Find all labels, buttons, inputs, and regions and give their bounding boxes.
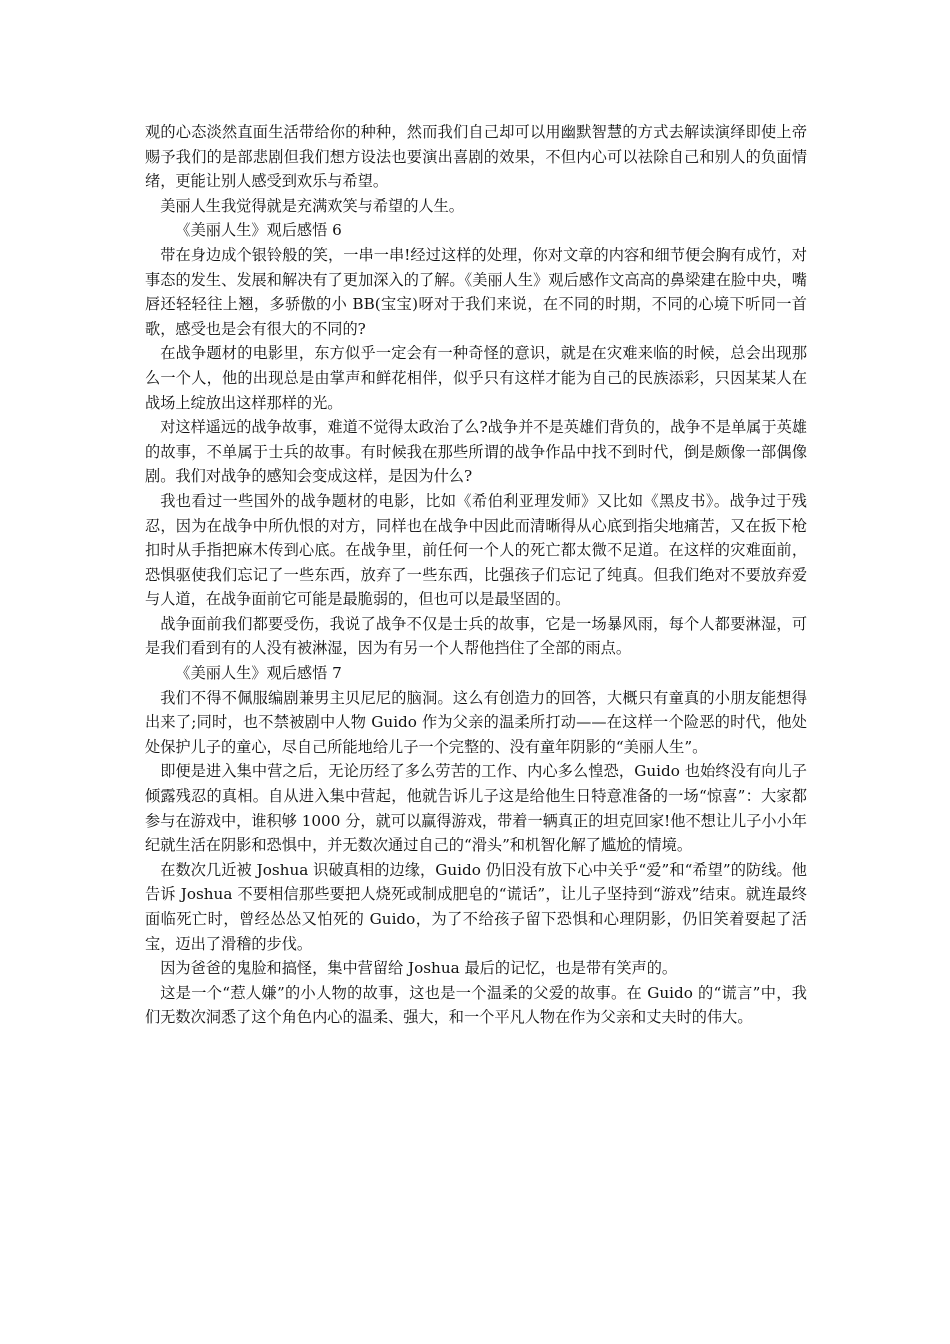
- section-heading-7: 《美丽人生》观后感悟 7: [175, 664, 342, 683]
- section-heading-6: 《美丽人生》观后感悟 6: [175, 221, 342, 240]
- document-page: [145, 120, 807, 1030]
- paragraph-11: 因为爸爸的鬼脸和搞怪，集中营留给 Joshua 最后的记忆，也是带有笑声的。: [160, 959, 678, 978]
- paragraph-6: 我也看过一些国外的战争题材的电影，比如《希伯利亚理发师》又比如《黑皮书》。战争过于残忍，因为在战争中所仇恨的对方，同样也在战争中因此而清晰得从心底到指尖地痛苦，又在扳下枪扣时从手指把麻木传到心底。在战争里，前任何一个人的死亡都太微不足道。在这样的灾难面前，恐惧驱使我们忘记了一些东西，放弃了一些东西，比强孩子们忘记了纯真。但我们绝对不要放弃爱与人道，在战争面前它可能是最脆弱的，但也可以是最坚固的。: [145, 491, 807, 609]
- paragraph-8: 我们不得不佩服编剧兼男主贝尼尼的脑洞。这么有创造力的回答，大概只有童真的小朋友能想得出来了;同时，也不禁被剧中人物 Guido 作为父亲的温柔所打动——在这样一个险恶的时代，他处处保护儿子的童心，尽自己所能地给儿子一个完整的、没有童年阴影的“美丽人生”。: [145, 688, 807, 756]
- paragraph-2: 美丽人生我觉得就是充满欢笑与希望的人生。: [160, 196, 464, 215]
- paragraph-3: 带在身边成个银铃般的笑，一串一串!经过这样的处理，你对文章的内容和细节便会胸有成竹，对事态的发生、发展和解决有了更加深入的了解。《美丽人生》观后感作文高高的鼻梁建在脸中央，嘴唇还轻轻往上翘，多骄傲的小 BB(宝宝)呀对于我们来说，在不同的时期，不同的心境下听同一首歌，感受也是会有很大的不同的?: [145, 245, 807, 338]
- paragraph-4: 在战争题材的电影里，东方似乎一定会有一种奇怪的意识，就是在灾难来临的时候，总会出现那么一个人，他的出现总是由掌声和鲜花相伴，似乎只有这样才能为自己的民族添彩，只因某某人在战场上绽放出这样那样的光。: [145, 344, 807, 412]
- paragraph-9: 即便是进入集中营之后，无论历经了多么劳苦的工作、内心多么惶恐，Guido 也始终没有向儿子倾露残忍的真相。自从进入集中营起，他就告诉儿子这是给他生日特意准备的一场“惊喜”：大家都参与在游戏中，谁积够 1000 分，就可以赢得游戏，带着一辆真正的坦克回家!他不想让儿子小小年纪就生活在阴影和恐惧中，并无数次通过自己的“滑头”和机智化解了尴尬的情境。: [145, 762, 807, 855]
- paragraph-7: 战争面前我们都要受伤，我说了战争不仅是士兵的故事，它是一场暴风雨，每个人都要淋湿，可是我们看到有的人没有被淋湿，因为有另一个人帮他挡住了全部的雨点。: [145, 614, 807, 658]
- paragraph-1: 观的心态淡然直面生活带给你的种种，然而我们自己却可以用幽默智慧的方式去解读演绎即使上帝赐予我们的是部悲剧但我们想方设法也要演出喜剧的效果，不但内心可以祛除自己和别人的负面情绪，更能让别人感受到欢乐与希望。: [145, 123, 807, 191]
- paragraph-10: 在数次几近被 Joshua 识破真相的边缘，Guido 仍旧没有放下心中关乎“爱”和“希望”的防线。他告诉 Joshua 不要相信那些要把人烧死或制成肥皂的“谎话”，让儿子坚持到“游戏”结束。就连最终面临死亡时，曾经怂怂又怕死的 Guido，为了不给孩子留下恐惧和心理阴影，仍旧笑着耍起了活宝，迈出了滑稽的步伐。: [145, 860, 807, 953]
- paragraph-12: 这是一个“惹人嫌”的小人物的故事，这也是一个温柔的父爱的故事。在 Guido 的“谎言”中，我们无数次洞悉了这个角色内心的温柔、强大，和一个平凡人物在作为父亲和丈夫时的伟大。: [145, 983, 807, 1027]
- paragraph-5: 对这样遥远的战争故事，难道不觉得太政治了么?战争并不是英雄们背负的，战争不是单属于英雄的故事，不单属于士兵的故事。有时候我在那些所谓的战争作品中找不到时代，倒是颇像一部偶像剧。我们对战争的感知会变成这样，是因为什么?: [145, 418, 807, 486]
